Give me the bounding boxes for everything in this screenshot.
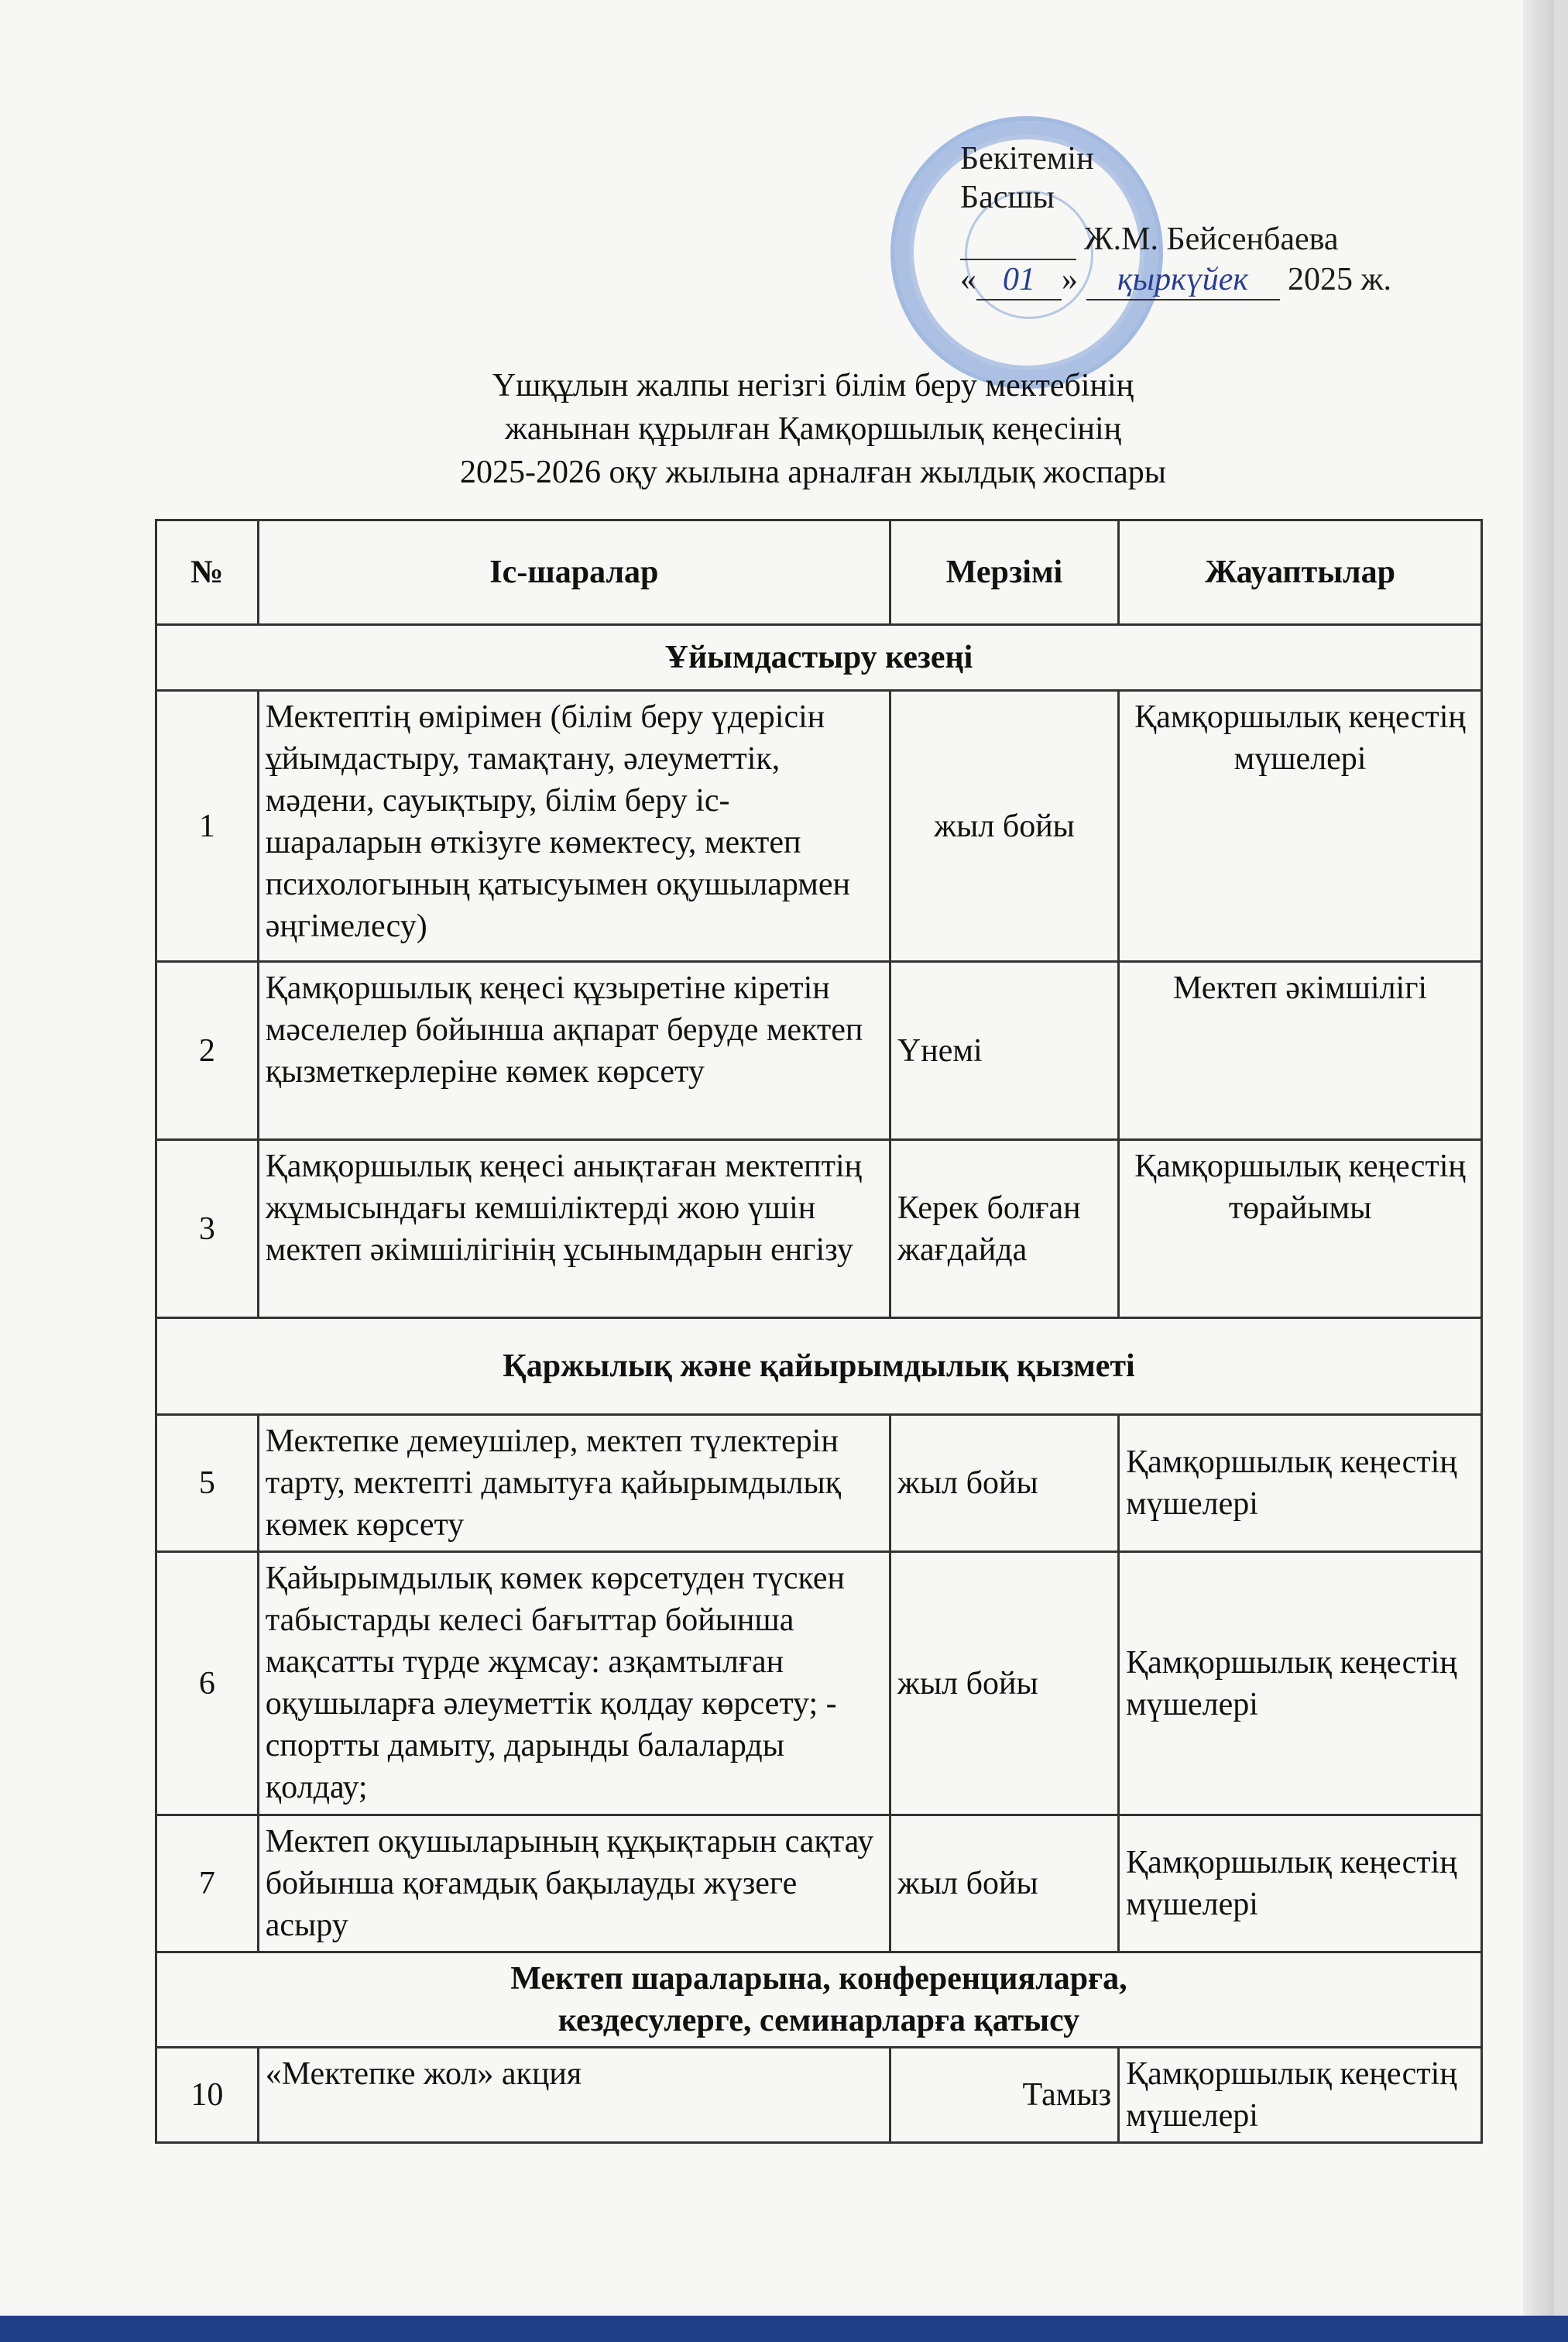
row-term: жыл бойы	[890, 1815, 1118, 1952]
row-number: 3	[156, 1140, 259, 1318]
row-activity: Қамқоршылық кеңесі анықтаған мектептің жұмысындағы кемшіліктерді жою үшін мектеп әкімшілігінің ұсынымдарын енгізу	[258, 1140, 890, 1318]
title-line-1: Үшқұлын жалпы негізгі білім беру мектебінің	[492, 368, 1134, 403]
row-activity: Қамқоршылық кеңесі құзыретіне кіретін мәселелер бойынша ақпарат беруде мектеп қызметкерлеріне көмек көрсету	[258, 962, 890, 1140]
row-number: 5	[156, 1415, 259, 1552]
approval-date: « 01 » қыркүйек 2025 ж.	[960, 260, 1391, 300]
approval-label: Бекітемін	[960, 141, 1094, 177]
row-activity: Мектепке демеушілер, мектеп түлектерін тарту, мектепті дамытуға қайырымдылық көмек көрсету	[258, 1415, 890, 1552]
table-row	[156, 962, 1482, 1140]
table-row	[156, 1415, 1482, 1552]
title-line-3: 2025-2026 оқу жылына арналған жылдық жоспары	[459, 455, 1167, 490]
table-row	[156, 1815, 1482, 1952]
approval-block	[960, 139, 1391, 300]
table-row	[156, 1140, 1482, 1318]
date-day: 01	[976, 260, 1062, 300]
header-number: №	[156, 520, 259, 625]
row-responsible: Қамқоршылық кеңестің төрайымы	[1119, 1140, 1482, 1318]
section-title-line-1: Мектеп шараларына, конференцияларға,	[510, 1961, 1127, 1997]
row-term: жыл бойы	[890, 1552, 1118, 1815]
header-term: Мерзімі	[890, 520, 1118, 625]
row-term: Үнемі	[890, 962, 1118, 1140]
table-row	[156, 2048, 1482, 2143]
row-activity: Мектептің өмірімен (білім беру үдерісін ұйымдастыру, тамақтану, әлеуметтік, мәдени, сауықтыру, білім беру іс-шараларын өткізуге көмектесу, мектеп психологының қатысуымен оқушылармен әңгімелесу)	[258, 691, 890, 962]
title-line-2: жанынан құрылған Қамқоршылық кеңесінің	[504, 411, 1122, 447]
table-row	[156, 1552, 1482, 1815]
row-number: 10	[156, 2048, 259, 2143]
background-strip	[0, 2316, 1568, 2342]
row-term: жыл бойы	[890, 691, 1118, 962]
header-activities: Іс-шаралар	[258, 520, 890, 625]
row-number: 6	[156, 1552, 259, 1815]
signature-line	[960, 220, 1076, 260]
header-responsible: Жауаптылар	[1119, 520, 1482, 625]
row-activity: Қайырымдылық көмек көрсетуден түскен табыстарды келесі бағыттар бойынша мақсатты түрде жұмсау: азқамтылған оқушыларға әлеуметтік қолдау көрсету; - спортты дамыту, дарынды балаларды қолдау;	[258, 1552, 890, 1815]
row-responsible: Қамқоршылық кеңестің мүшелері	[1119, 2048, 1482, 2143]
row-term: Керек болған жағдайда	[890, 1140, 1118, 1318]
row-number: 2	[156, 962, 259, 1140]
section-title: Қаржылық және қайырымдылық қызметі	[156, 1318, 1482, 1415]
section-title	[156, 1952, 1482, 2048]
row-activity: Мектеп оқушыларының құқықтарын сақтау бойынша қоғамдық бақылауды жүзеге асыру	[258, 1815, 890, 1952]
row-responsible: Қамқоршылық кеңестің мүшелері	[1119, 1415, 1482, 1552]
table-row	[156, 691, 1482, 962]
row-term: Тамыз	[890, 2048, 1118, 2143]
plan-table	[155, 519, 1483, 2144]
row-responsible: Мектеп әкімшілігі	[1119, 962, 1482, 1140]
document-title	[232, 364, 1394, 494]
approval-name: Ж.М. Бейсенбаева	[1084, 221, 1339, 257]
section-title: Ұйымдастыру кезеңі	[156, 625, 1482, 691]
row-responsible: Қамқоршылық кеңестің мүшелері	[1119, 1815, 1482, 1952]
table-header-row	[156, 520, 1482, 625]
row-number: 7	[156, 1815, 259, 1952]
row-number: 1	[156, 691, 259, 962]
section-title-line-2: кездесулерге, семинарларға қатысу	[558, 2003, 1080, 2038]
row-responsible: Қамқоршылық кеңестің мүшелері	[1119, 691, 1482, 962]
row-term: жыл бойы	[890, 1415, 1118, 1552]
date-month: қыркүйек	[1086, 260, 1280, 300]
row-activity: «Мектепке жол» акция	[258, 2048, 890, 2143]
page-edge	[1523, 0, 1554, 2342]
approval-head: Басшы	[960, 180, 1055, 215]
date-year: 2025 ж.	[1288, 262, 1392, 297]
row-responsible: Қамқоршылық кеңестің мүшелері	[1119, 1552, 1482, 1815]
